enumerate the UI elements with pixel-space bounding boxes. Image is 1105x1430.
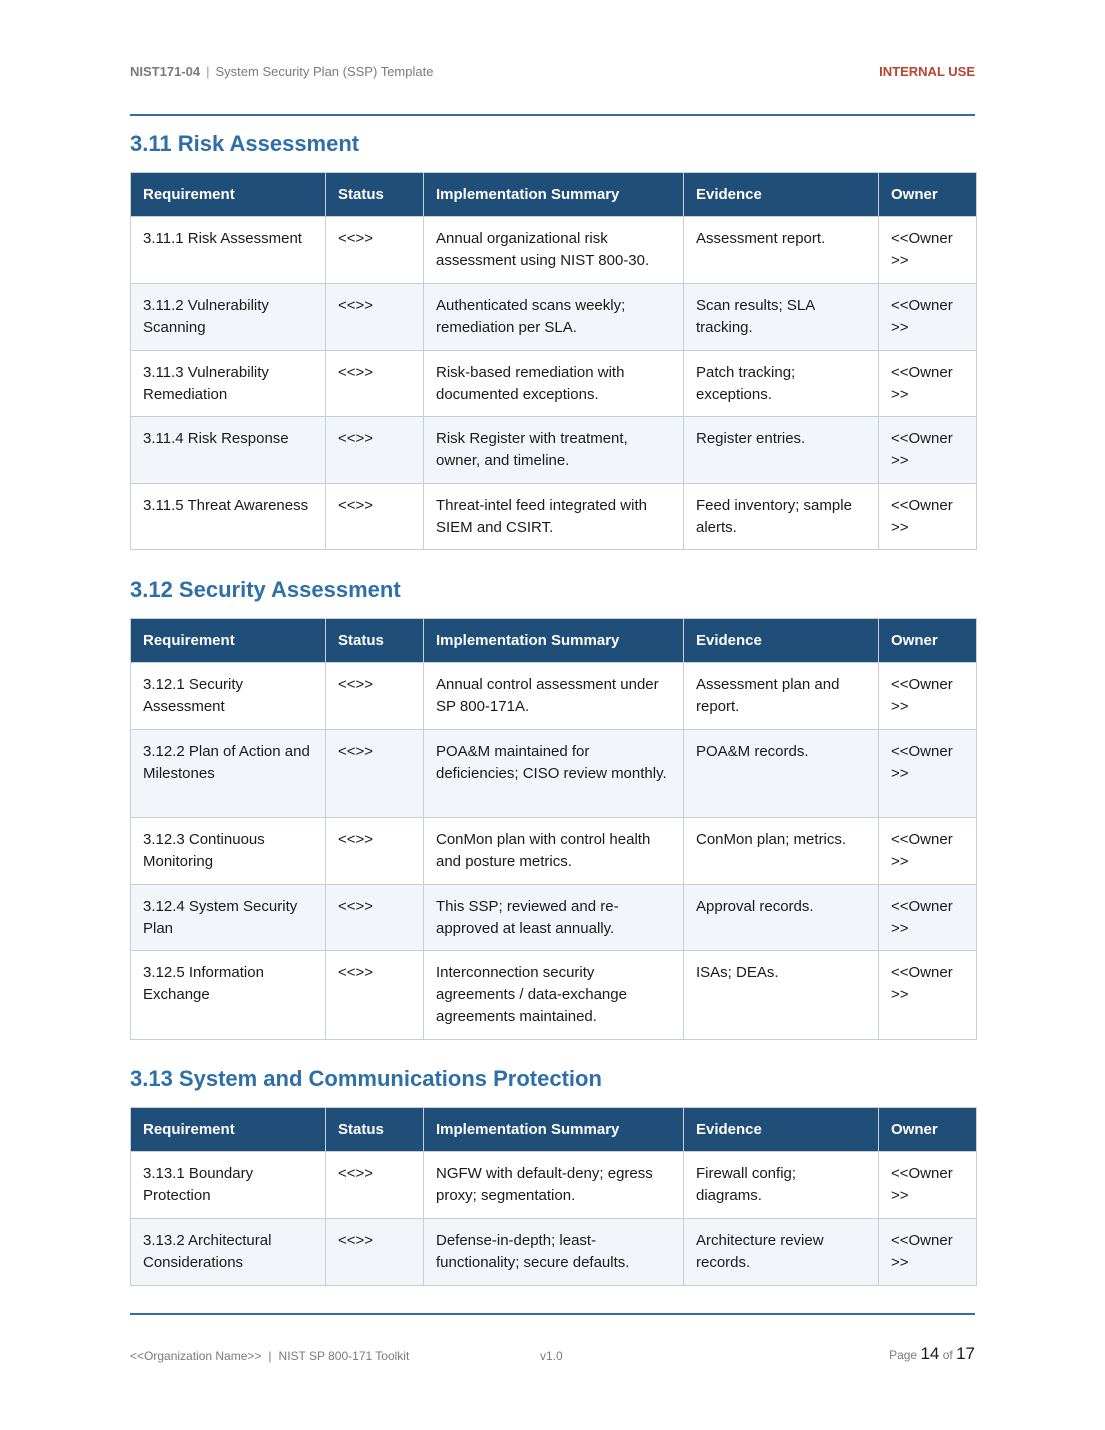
evidence-cell: Patch tracking; exceptions.	[684, 351, 879, 417]
table-row	[131, 818, 977, 885]
document-title: System Security Plan (SSP) Template	[215, 64, 434, 79]
column-header-implementation-summary: Implementation Summary	[424, 619, 684, 663]
column-header-evidence: Evidence	[684, 1108, 879, 1152]
requirement-cell: 3.11.5 Threat Awareness	[131, 484, 326, 550]
table-row	[131, 885, 977, 951]
owner-cell: <<Owner >>	[879, 818, 977, 885]
classification-label: INTERNAL USE	[879, 64, 975, 79]
evidence-cell: ConMon plan; metrics.	[684, 818, 879, 885]
implementation-cell: Annual control assessment under SP 800-171A.	[424, 663, 684, 730]
status-cell: <<>>	[326, 484, 424, 550]
status-cell: <<>>	[326, 351, 424, 417]
requirement-cell: 3.12.3 Continuous Monitoring	[131, 818, 326, 885]
toolkit-name: NIST SP 800-171 Toolkit	[278, 1349, 410, 1363]
implementation-cell: Risk Register with treatment, owner, and timeline.	[424, 417, 684, 484]
table-row	[131, 417, 977, 484]
table-row	[131, 1219, 977, 1286]
organization-name: <<Organization Name>>	[130, 1349, 262, 1363]
requirement-cell: 3.12.2 Plan of Action and Milestones	[131, 730, 326, 818]
table-row	[131, 351, 977, 417]
implementation-cell: POA&M maintained for deficiencies; CISO review monthly.	[424, 730, 684, 818]
owner-cell: <<Owner >>	[879, 885, 977, 951]
requirement-cell: 3.11.1 Risk Assessment	[131, 217, 326, 284]
header-rule	[130, 114, 975, 116]
owner-cell: <<Owner >>	[879, 730, 977, 818]
column-header-requirement: Requirement	[131, 619, 326, 663]
implementation-cell: NGFW with default-deny; egress proxy; segmentation.	[424, 1152, 684, 1219]
footer-rule	[130, 1313, 975, 1315]
table-row	[131, 484, 977, 550]
evidence-cell: Architecture review records.	[684, 1219, 879, 1286]
column-header-status: Status	[326, 619, 424, 663]
status-cell: <<>>	[326, 1219, 424, 1286]
table-row	[131, 284, 977, 351]
status-cell: <<>>	[326, 217, 424, 284]
table-row	[131, 217, 977, 284]
section-title: 3.13 System and Communications Protection	[130, 1066, 602, 1091]
column-header-owner: Owner	[879, 1108, 977, 1152]
page-label: Page	[889, 1348, 918, 1362]
column-header-implementation-summary: Implementation Summary	[424, 173, 684, 217]
column-header-requirement: Requirement	[131, 1108, 326, 1152]
status-cell: <<>>	[326, 730, 424, 818]
owner-cell: <<Owner >>	[879, 1219, 977, 1286]
implementation-cell: Threat-intel feed integrated with SIEM and CSIRT.	[424, 484, 684, 550]
table-header-row	[131, 173, 977, 217]
document-id: NIST171-04	[130, 64, 201, 79]
total-pages: 17	[956, 1344, 975, 1363]
table-row	[131, 951, 977, 1040]
table-row	[131, 730, 977, 818]
requirement-cell: 3.11.4 Risk Response	[131, 417, 326, 484]
evidence-cell: Firewall config; diagrams.	[684, 1152, 879, 1219]
header-separator: |	[206, 64, 210, 79]
status-cell: <<>>	[326, 1152, 424, 1219]
requirement-cell: 3.13.1 Boundary Protection	[131, 1152, 326, 1219]
evidence-cell: Register entries.	[684, 417, 879, 484]
requirement-cell: 3.13.2 Architectural Considerations	[131, 1219, 326, 1286]
owner-cell: <<Owner >>	[879, 417, 977, 484]
requirement-cell: 3.11.3 Vulnerability Remediation	[131, 351, 326, 417]
owner-cell: <<Owner >>	[879, 284, 977, 351]
implementation-cell: Authenticated scans weekly; remediation per SLA.	[424, 284, 684, 351]
evidence-cell: POA&M records.	[684, 730, 879, 818]
owner-cell: <<Owner >>	[879, 217, 977, 284]
owner-cell: <<Owner >>	[879, 951, 977, 1040]
section-title: 3.12 Security Assessment	[130, 577, 401, 602]
table-header-row	[131, 1108, 977, 1152]
owner-cell: <<Owner >>	[879, 351, 977, 417]
status-cell: <<>>	[326, 663, 424, 730]
column-header-owner: Owner	[879, 619, 977, 663]
column-header-requirement: Requirement	[131, 173, 326, 217]
column-header-implementation-summary: Implementation Summary	[424, 1108, 684, 1152]
page-of-label: of	[942, 1348, 953, 1362]
column-header-status: Status	[326, 1108, 424, 1152]
implementation-cell: Annual organizational risk assessment using NIST 800-30.	[424, 217, 684, 284]
evidence-cell: ISAs; DEAs.	[684, 951, 879, 1040]
column-header-evidence: Evidence	[684, 619, 879, 663]
implementation-cell: ConMon plan with control health and posture metrics.	[424, 818, 684, 885]
requirements-table	[130, 1107, 977, 1286]
table-header-row	[131, 619, 977, 663]
table-row	[131, 663, 977, 730]
status-cell: <<>>	[326, 885, 424, 951]
implementation-cell: Interconnection security agreements / data-exchange agreements maintained.	[424, 951, 684, 1040]
requirements-table	[130, 618, 977, 1040]
implementation-cell: Defense-in-depth; least-functionality; secure defaults.	[424, 1219, 684, 1286]
requirements-table	[130, 172, 977, 550]
table-row	[131, 1152, 977, 1219]
requirement-cell: 3.11.2 Vulnerability Scanning	[131, 284, 326, 351]
column-header-evidence: Evidence	[684, 173, 879, 217]
owner-cell: <<Owner >>	[879, 484, 977, 550]
footer-separator: |	[268, 1349, 272, 1363]
implementation-cell: This SSP; reviewed and re-approved at least annually.	[424, 885, 684, 951]
evidence-cell: Assessment plan and report.	[684, 663, 879, 730]
owner-cell: <<Owner >>	[879, 663, 977, 730]
section-title: 3.11 Risk Assessment	[130, 131, 360, 156]
current-page: 14	[920, 1344, 940, 1363]
requirement-cell: 3.12.5 Information Exchange	[131, 951, 326, 1040]
requirement-cell: 3.12.1 Security Assessment	[131, 663, 326, 730]
evidence-cell: Assessment report.	[684, 217, 879, 284]
status-cell: <<>>	[326, 818, 424, 885]
evidence-cell: Feed inventory; sample alerts.	[684, 484, 879, 550]
page-footer	[130, 1344, 975, 1368]
page-header	[130, 64, 975, 84]
status-cell: <<>>	[326, 284, 424, 351]
version-label: v1.0	[540, 1349, 563, 1363]
page-number	[889, 1344, 975, 1364]
status-cell: <<>>	[326, 417, 424, 484]
evidence-cell: Approval records.	[684, 885, 879, 951]
owner-cell: <<Owner >>	[879, 1152, 977, 1219]
column-header-owner: Owner	[879, 173, 977, 217]
evidence-cell: Scan results; SLA tracking.	[684, 284, 879, 351]
requirement-cell: 3.12.4 System Security Plan	[131, 885, 326, 951]
column-header-status: Status	[326, 173, 424, 217]
implementation-cell: Risk-based remediation with documented exceptions.	[424, 351, 684, 417]
footer-organization	[130, 1349, 409, 1363]
status-cell: <<>>	[326, 951, 424, 1040]
